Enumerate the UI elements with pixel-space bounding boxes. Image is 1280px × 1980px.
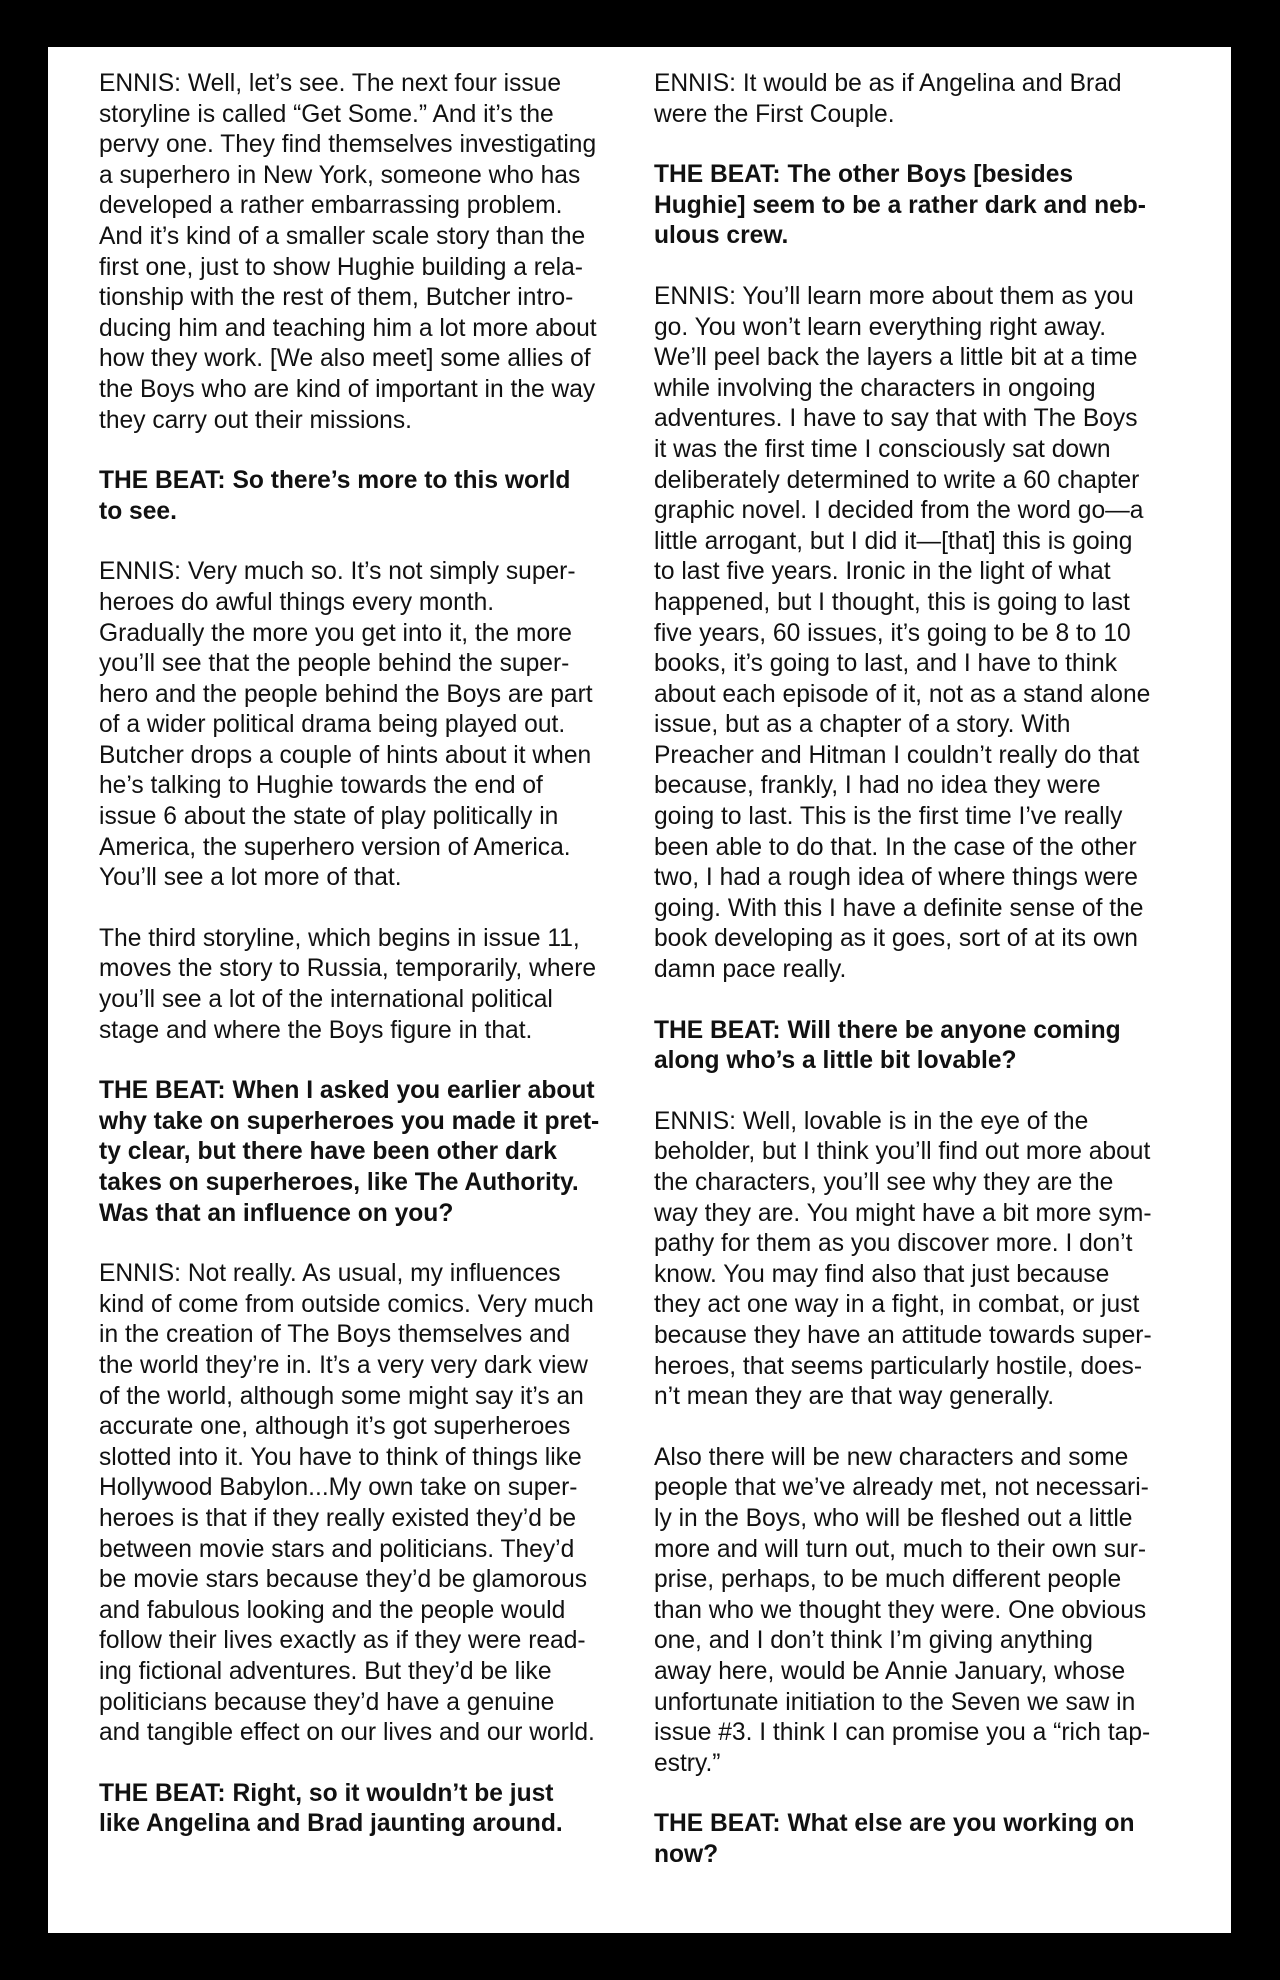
answer-paragraph: The third storyline, which begins in issue 11, moves the story to Russia, temporarily, where you’ll see a lot of the international political stage and where the Boys figure in that.	[99, 924, 597, 1044]
answer-paragraph: ENNIS: You’ll learn more about them as you go. You won’t learn everything right away. We’ll peel back the layers a little bit at a time while involving the characters in ongoing adventures. I have to say that with The Boys it was the first time I consciously sat down deliberately determined to write a 60 chapter graphic novel. I decided from the word go—a little arrogant, but I did it—[that] this is going to last five years. Ironic in the light of what happened, but I thought, this is going to last five years, 60 issues, it’s going to be 8 to 10 books, it’s going to last, and I have to think about each episode of it, not as a stand alone issue, but as a chapter of a story. With Preacher and Hitman I couldn’t really do that because, frankly, I had no idea they were going to last. This is the first time I’ve really been able to do that. In the case of the other two, I had a rough idea of where things were going. With this I have a definite sense of the book developing as it goes, sort of at its own damn pace really.	[654, 282, 1151, 984]
answer-paragraph: ENNIS: It would be as if Angelina and Brad were the First Couple.	[654, 70, 1122, 128]
right-column	[654, 69, 1186, 1900]
answer-paragraph: ENNIS: Well, let’s see. The next four issue storyline is called “Get Some.” And it’s the pervy one. They find themselves investigating a superhero in New York, someone who has developed a rather embarrassing problem. And it’s kind of a smaller scale story than the first one, just to show Hughie building a rela- tionship with the rest of them, Butcher intro- ducing him and teaching him a lot more about how they work. [We also meet] some allies of the Boys who are kind of important in the way they carry out their missions.	[99, 70, 597, 434]
question-paragraph: THE BEAT: So there’s more to this world to see.	[99, 467, 571, 525]
question-paragraph: THE BEAT: Will there be anyone coming along who’s a little bit lovable?	[654, 1016, 1121, 1075]
question-paragraph: THE BEAT: The other Boys [besides Hughie] seem to be a rather dark and neb- ulous crew.	[654, 161, 1146, 250]
question-paragraph: THE BEAT: What else are you working on now?	[654, 1810, 1135, 1868]
question-paragraph: THE BEAT: When I asked you earlier about why take on superheroes you made it pret- ty clear, but there have been other dark takes on superheroes, like The Authority. Was that an influence on you?	[99, 1077, 600, 1227]
answer-paragraph: ENNIS: Very much so. It’s not simply super- heroes do awful things every month. Gradually the more you get into it, the more you’ll see that the people behind the super- hero and the people behind the Boys are part of a wider political drama being played out. Butcher drops a couple of hints about it when he’s talking to Hughie towards the end of issue 6 about the state of play politically in America, the superhero version of America. You’ll see a lot more of that.	[99, 558, 593, 892]
printed-page	[48, 47, 1231, 1933]
answer-paragraph: ENNIS: Not really. As usual, my influences kind of come from outside comics. Very much in the creation of The Boys themselves and the world they’re in. It’s a very very dark view of the world, although some might say it’s an accurate one, although it’s got superheroes slotted into it. You have to think of things like Hollywood Babylon...My own take on super- heroes is that if they really existed they’d be between movie stars and politicians. They’d be movie stars because they’d be glamorous and fabulous looking and the people would follow their lives exactly as if they were read- ing fictional adventures. But they’d be like politicians because they’d have a genuine and tangible effect on our lives and our world.	[99, 1260, 595, 1747]
left-column	[99, 69, 629, 1870]
question-paragraph: THE BEAT: Right, so it wouldn’t be just like Angelina and Brad jaunting around.	[99, 1779, 563, 1838]
answer-paragraph: Also there will be new characters and some people that we’ve already met, not necessari- ly in the Boys, who will be fleshed out a little more and will turn out, much to their own sur- prise, perhaps, to be much different people than who we thought they were. One obvious one, and I don’t think I’m giving anything away here, would be Annie January, whose unfortunate initiation to the Seven we saw in issue #3. I think I can promise you a “rich tap- estry.”	[654, 1443, 1151, 1777]
answer-paragraph: ENNIS: Well, lovable is in the eye of the beholder, but I think you’ll find out more about the characters, you’ll see why they are the way they are. You might have a bit more sym- pathy for them as you discover more. I don’t know. You may find also that just because they act one way in a fight, in combat, or just because they have an attitude towards super- heroes, that seems particularly hostile, does- n’t mean they are that way generally.	[654, 1107, 1152, 1411]
